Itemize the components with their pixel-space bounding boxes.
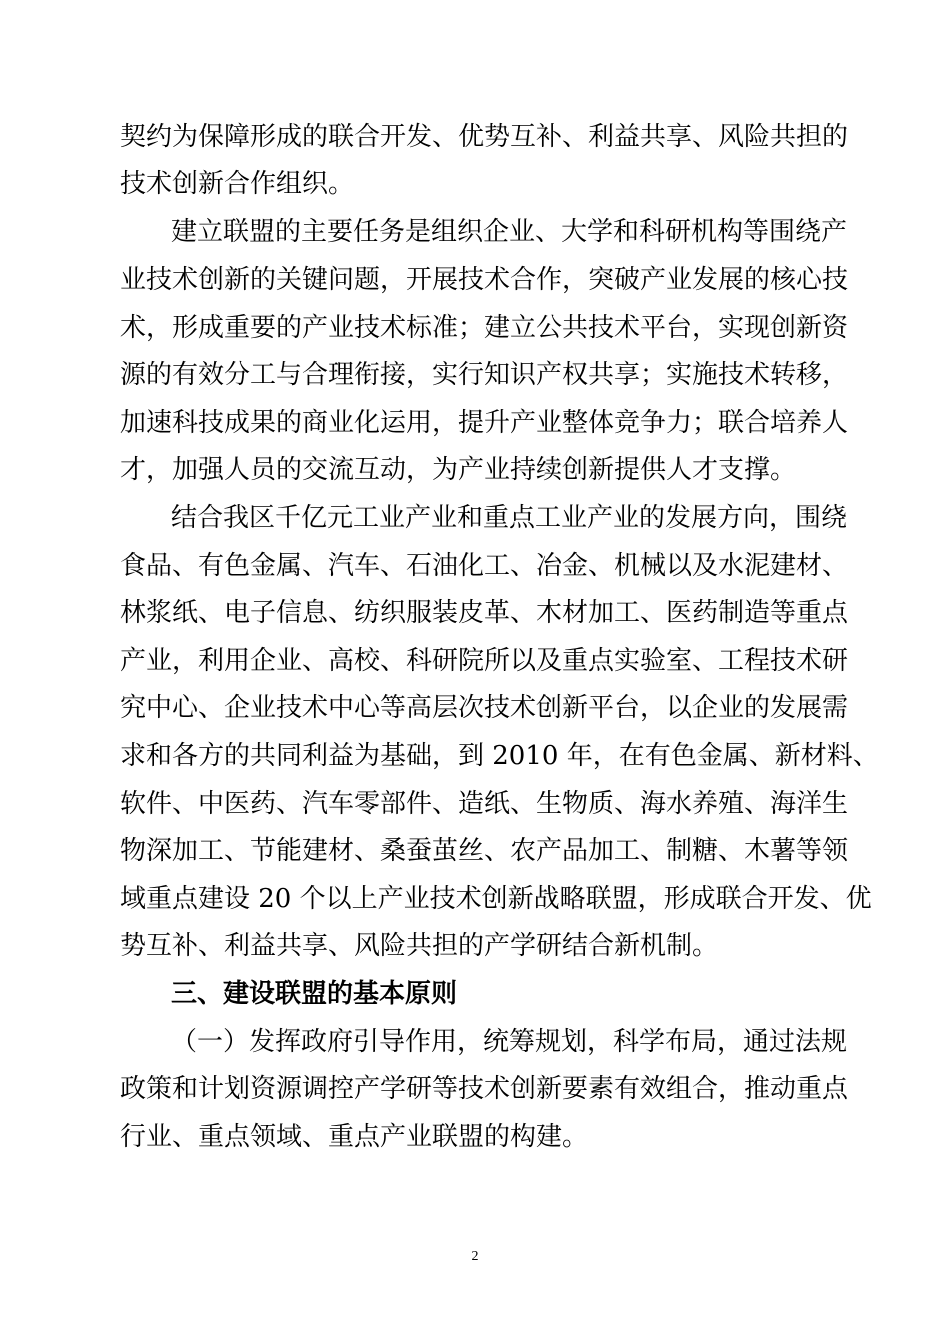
text-line: 技术创新合作组织。 — [120, 169, 355, 199]
text-line: 契约为保障形成的联合开发、优势互补、利益共享、风险共担的 — [120, 122, 849, 152]
text-line: 势互补、利益共享、风险共担的产学研结合新机制。 — [120, 931, 719, 961]
paragraph-first-line: 建立联盟的主要任务是组织企业、大学和科研机构等围绕产 — [171, 217, 848, 247]
text-line: 究中心、企业技术中心等高层次技术创新平台，以企业的发展需 — [120, 693, 849, 723]
text-line: 物深加工、节能建材、桑蚕茧丝、农产品加工、制糖、木薯等领 — [120, 836, 849, 866]
text-line: 行业、重点领域、重点产业联盟的构建。 — [120, 1122, 589, 1152]
text-line: 食品、有色金属、汽车、石油化工、冶金、机械以及水泥建材、 — [120, 551, 849, 581]
paragraph-first-line: 结合我区千亿元工业产业和重点工业产业的发展方向，围绕 — [171, 503, 848, 533]
text-line: 源的有效分工与合理衔接，实行知识产权共享；实施技术转移， — [120, 360, 849, 390]
text-line: 域重点建设 20 个以上产业技术创新战略联盟，形成联合开发、优 — [120, 884, 872, 914]
text-line: 政策和计划资源调控产学研等技术创新要素有效组合，推动重点 — [120, 1074, 849, 1104]
paragraph-first-line: （一）发挥政府引导作用，统筹规划，科学布局，通过法规 — [171, 1027, 848, 1057]
text-line: 产业，利用企业、高校、科研院所以及重点实验室、工程技术研 — [120, 646, 849, 676]
text-line: 才，加强人员的交流互动，为产业持续创新提供人才支撑。 — [120, 455, 797, 485]
text-line: 术，形成重要的产业技术标准；建立公共技术平台，实现创新资 — [120, 313, 849, 343]
text-line: 林浆纸、电子信息、纺织服装皮革、木材加工、医药制造等重点 — [120, 598, 849, 628]
text-line: 业技术创新的关键问题，开展技术合作，突破产业发展的核心技 — [120, 265, 849, 295]
text-line: 求和各方的共同利益为基础，到 2010 年，在有色金属、新材料、 — [120, 741, 879, 771]
text-line: 软件、中医药、汽车零部件、造纸、生物质、海水养殖、海洋生 — [120, 789, 849, 819]
page-number: 2 — [471, 1249, 479, 1264]
section-heading: 三、建设联盟的基本原则 — [171, 979, 458, 1009]
text-line: 加速科技成果的商业化运用，提升产业整体竞争力；联合培养人 — [120, 408, 849, 438]
